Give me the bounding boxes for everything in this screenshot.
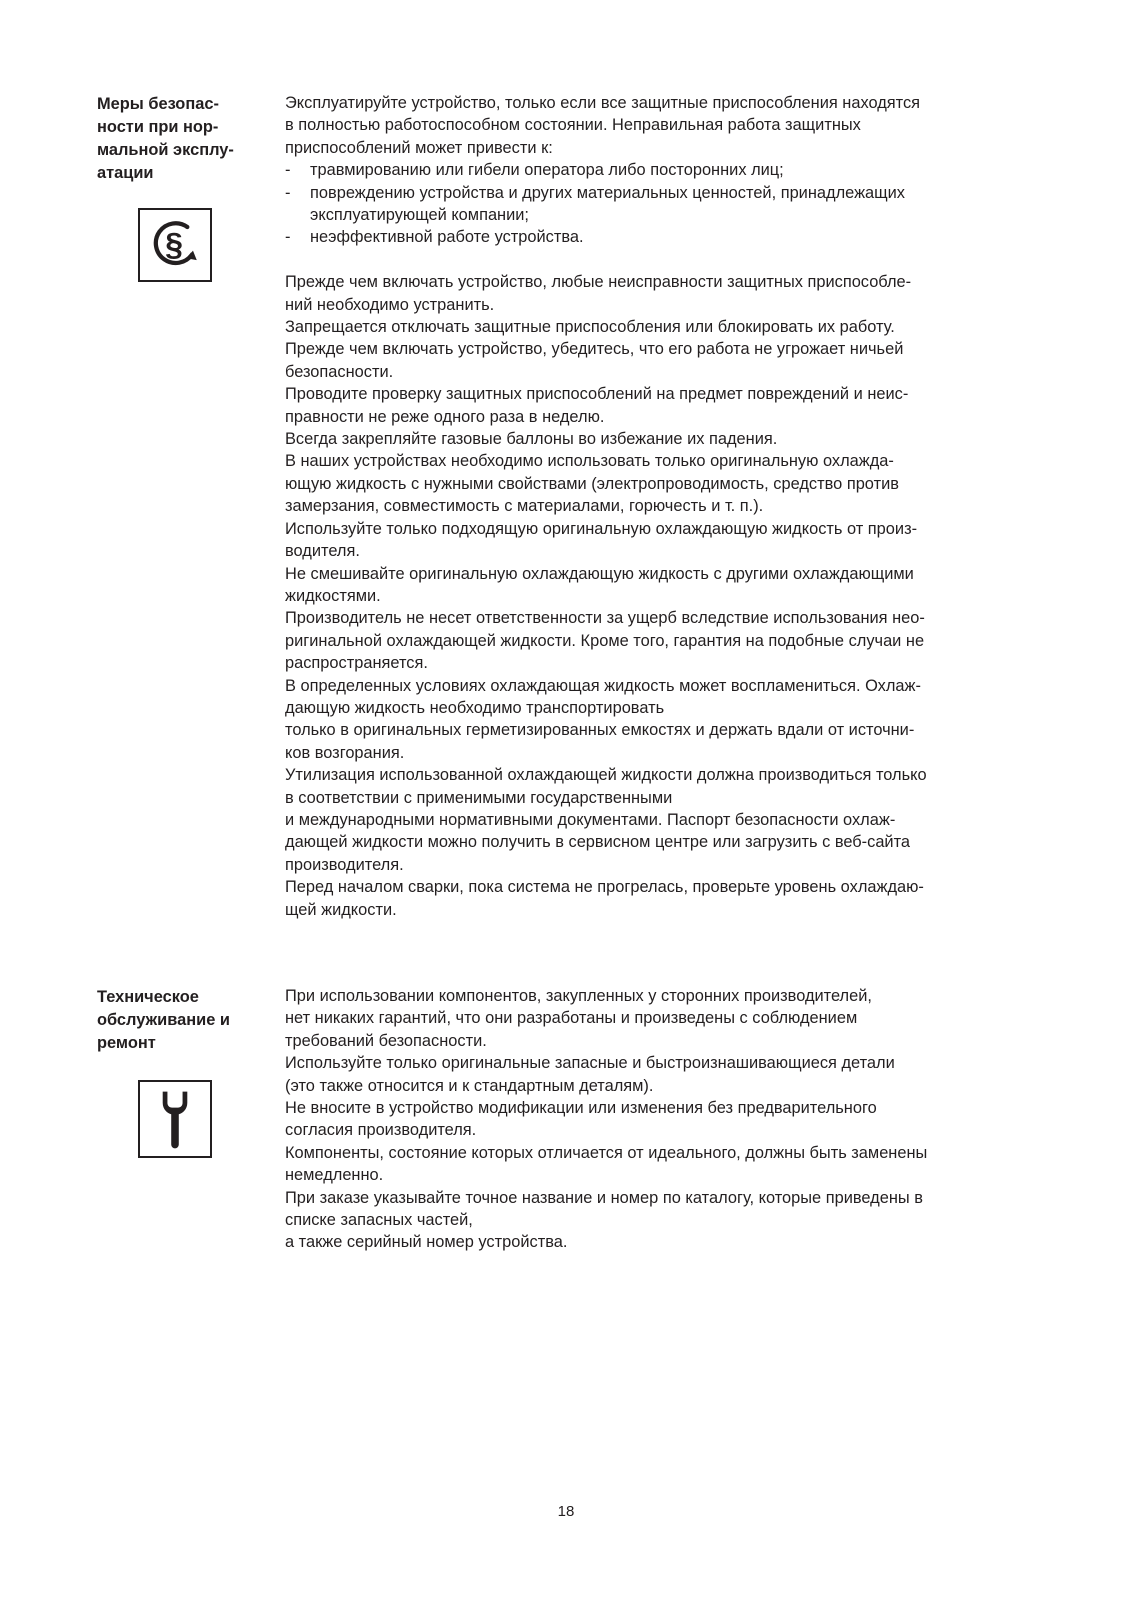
list-item-text: эксплуатирующей компании;: [310, 206, 529, 225]
text-line: жидкостями.: [285, 586, 381, 605]
text-line: замерзания, совместимость с материалами, горючесть и т. п.).: [285, 497, 764, 516]
text-line: При использовании компонентов, закупленных у сторонних производителей,: [285, 987, 872, 1005]
text-line: дающей жидкости можно получить в сервисном центре или загрузить с веб-сайта: [285, 833, 911, 852]
paragraph-gap: [285, 249, 1045, 271]
list-dash: -: [285, 183, 291, 202]
list-item: [285, 182, 1045, 227]
text-line: дающую жидкость необходимо транспортировать: [285, 698, 665, 717]
text-line: ригинальной охлаждающей жидкости. Кроме того, гарантия на подобные случаи не: [285, 631, 925, 650]
text-line: ков возгорания.: [285, 743, 405, 762]
list-dash: -: [285, 161, 291, 180]
list-dash: -: [285, 228, 291, 247]
list-item-text: повреждению устройства и других материальных ценностей, принадлежащих: [310, 183, 905, 202]
wrench-icon: [138, 1080, 212, 1158]
list-item: [285, 159, 1045, 181]
text-line: ний необходимо устранить.: [285, 295, 495, 314]
text-line: Всегда закрепляйте газовые баллоны во избежание их падения.: [285, 430, 778, 449]
maintenance-heading: [97, 986, 267, 1055]
text-line: согласия производителя.: [285, 1121, 477, 1140]
text-line: Прежде чем включать устройство, любые неисправности защитных приспособле-: [285, 273, 912, 292]
heading-line: Меры безопас-: [97, 95, 219, 113]
text-line: Производитель не несет ответственности за ущерб вследствие использования нео-: [285, 609, 925, 628]
heading-line: Техническое: [97, 988, 199, 1006]
text-line: водителя.: [285, 542, 360, 561]
heading-line: обслуживание и: [97, 1011, 230, 1029]
text-line: а также серийный номер устройства.: [285, 1233, 568, 1252]
heading-line: мальной эксплу-: [97, 141, 234, 159]
text-line: (это также относится и к стандартным деталям).: [285, 1076, 654, 1095]
section-sign-glyph: §: [165, 226, 183, 263]
text-line: производителя.: [285, 855, 404, 874]
text-line: распространяется.: [285, 654, 428, 673]
text-line: нет никаких гарантий, что они разработаны и произведены с соблюдением: [285, 1009, 858, 1028]
text-line: ющую жидкость с нужными свойствами (электропроводимость, средство против: [285, 474, 899, 493]
text-line: в полностью работоспособном состоянии. Неправильная работа защитных: [285, 116, 861, 135]
safety-body: [285, 92, 1045, 921]
heading-line: ности при нор-: [97, 118, 219, 136]
text-line: Прежде чем включать устройство, убедитесь, что его работа не угрожает ничьей: [285, 340, 904, 359]
list-item-text: неэффективной работе устройства.: [310, 228, 584, 247]
text-line: щей жидкости.: [285, 900, 397, 919]
paragraph-section-icon: [138, 208, 212, 282]
text-line: правности не реже одного раза в неделю.: [285, 407, 605, 426]
text-line: Не вносите в устройство модификации или изменения без предварительного: [285, 1099, 877, 1118]
heading-line: атации: [97, 164, 154, 182]
text-line: немедленно.: [285, 1166, 384, 1185]
text-line: Компоненты, состояние которых отличается от идеального, должны быть заменены: [285, 1143, 928, 1162]
text-line: в соответствии с применимыми государственными: [285, 788, 673, 807]
text-line: При заказе указывайте точное название и номер по каталогу, которые приведены в: [285, 1188, 923, 1207]
text-line: требований безопасности.: [285, 1031, 487, 1050]
maintenance-body: [285, 985, 1045, 1254]
text-line: только в оригинальных герметизированных емкостях и держать вдали от источни-: [285, 721, 915, 740]
text-line: Эксплуатируйте устройство, только если все защитные приспособления находятся: [285, 94, 921, 112]
text-line: Утилизация использованной охлаждающей жидкости должна производиться только: [285, 766, 927, 785]
text-line: В наших устройствах необходимо использовать только оригинальную охлажда-: [285, 452, 894, 471]
text-line: Используйте только подходящую оригинальную охлаждающую жидкость от произ-: [285, 519, 918, 538]
text-line: списке запасных частей,: [285, 1211, 473, 1230]
text-line: Не смешивайте оригинальную охлаждающую жидкость с другими охлаждающими: [285, 564, 914, 583]
safety-heading: [97, 93, 267, 185]
text-line: В определенных условиях охлаждающая жидкость может воспламениться. Охлаж-: [285, 676, 921, 695]
text-line: Запрещается отключать защитные приспособления или блокировать их работу.: [285, 318, 895, 337]
page-number: 18: [557, 1503, 575, 1520]
list-item: [285, 226, 1045, 248]
list-item-text: травмированию или гибели оператора либо посторонних лиц;: [310, 161, 784, 180]
text-line: безопасности.: [285, 362, 394, 381]
text-line: и международными нормативными документами. Паспорт безопасности охлаж-: [285, 810, 896, 829]
text-line: Перед началом сварки, пока система не прогрелась, проверьте уровень охлаждаю-: [285, 878, 924, 897]
text-line: приспособлений может привести к:: [285, 138, 553, 157]
text-line: Используйте только оригинальные запасные и быстроизнашивающиеся детали: [285, 1054, 895, 1073]
text-line: Проводите проверку защитных приспособлений на предмет повреждений и неис-: [285, 385, 909, 404]
heading-line: ремонт: [97, 1034, 156, 1052]
